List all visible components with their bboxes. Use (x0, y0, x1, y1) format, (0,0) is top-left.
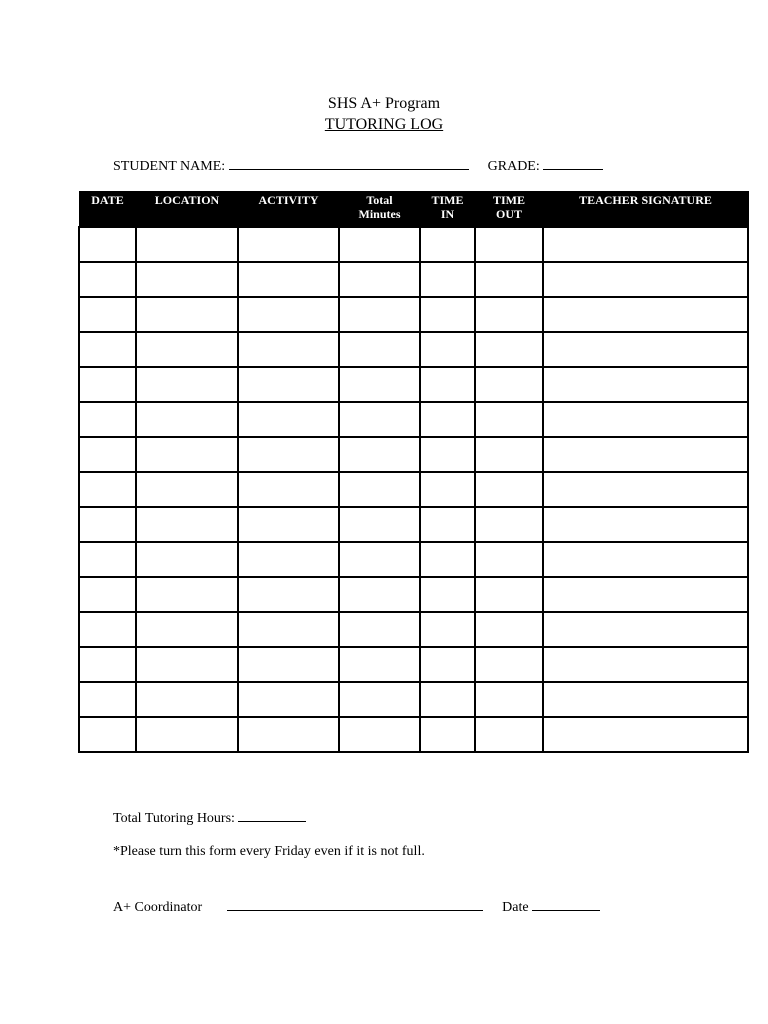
cell-time-in[interactable] (420, 682, 475, 717)
cell-teacher-signature[interactable] (543, 367, 748, 402)
cell-time-out[interactable] (475, 472, 543, 507)
cell-location[interactable] (136, 647, 238, 682)
cell-location[interactable] (136, 297, 238, 332)
cell-date[interactable] (79, 227, 136, 262)
tutoring-log-table (78, 191, 749, 753)
cell-time-out[interactable] (475, 437, 543, 472)
table-row (79, 332, 748, 367)
cell-teacher-signature[interactable] (543, 507, 748, 542)
cell-date[interactable] (79, 507, 136, 542)
cell-time-out[interactable] (475, 227, 543, 262)
program-title: SHS A+ Program (327, 95, 441, 112)
cell-teacher-signature[interactable] (543, 717, 748, 752)
cell-activity[interactable] (238, 647, 339, 682)
student-info-row (113, 156, 603, 176)
cell-teacher-signature[interactable] (543, 437, 748, 472)
cell-teacher-signature[interactable] (543, 647, 748, 682)
cell-time-out[interactable] (475, 612, 543, 647)
table-row (79, 402, 748, 437)
cell-time-in[interactable] (420, 402, 475, 437)
cell-teacher-signature[interactable] (543, 577, 748, 612)
student-name-label: STUDENT NAME: (113, 159, 226, 174)
cell-teacher-signature[interactable] (543, 262, 748, 297)
cell-activity[interactable] (238, 227, 339, 262)
cell-location[interactable] (136, 507, 238, 542)
table-row (79, 577, 748, 612)
cell-total-minutes[interactable] (339, 227, 420, 262)
cell-activity[interactable] (238, 717, 339, 752)
total-hours-label: Total Tutoring Hours: (113, 811, 235, 826)
cell-date[interactable] (79, 472, 136, 507)
cell-date[interactable] (79, 367, 136, 402)
cell-total-minutes[interactable] (339, 437, 420, 472)
cell-location[interactable] (136, 717, 238, 752)
cell-teacher-signature[interactable] (543, 472, 748, 507)
cell-activity[interactable] (238, 262, 339, 297)
total-hours-row (113, 808, 306, 828)
cell-total-minutes[interactable] (339, 717, 420, 752)
cell-date[interactable] (79, 577, 136, 612)
cell-location[interactable] (136, 682, 238, 717)
cell-time-out[interactable] (475, 717, 543, 752)
cell-location[interactable] (136, 227, 238, 262)
cell-time-out[interactable] (475, 332, 543, 367)
cell-time-in[interactable] (420, 647, 475, 682)
cell-location[interactable] (136, 332, 238, 367)
cell-total-minutes[interactable] (339, 332, 420, 367)
cell-activity[interactable] (238, 682, 339, 717)
table-row (79, 542, 748, 577)
cell-time-out[interactable] (475, 297, 543, 332)
date-field[interactable] (532, 897, 600, 911)
cell-time-in[interactable] (420, 472, 475, 507)
cell-activity[interactable] (238, 542, 339, 577)
cell-time-out[interactable] (475, 647, 543, 682)
cell-total-minutes[interactable] (339, 577, 420, 612)
cell-time-out[interactable] (475, 367, 543, 402)
header-date: DATE (79, 191, 136, 227)
cell-time-in[interactable] (420, 297, 475, 332)
cell-time-in[interactable] (420, 717, 475, 752)
cell-total-minutes[interactable] (339, 647, 420, 682)
grade-field[interactable] (543, 156, 603, 170)
cell-location[interactable] (136, 367, 238, 402)
table-row (79, 262, 748, 297)
cell-date[interactable] (79, 612, 136, 647)
cell-time-out[interactable] (475, 682, 543, 717)
table-body (79, 227, 748, 752)
header-location: LOCATION (136, 191, 238, 227)
cell-location[interactable] (136, 402, 238, 437)
cell-date[interactable] (79, 647, 136, 682)
cell-time-out[interactable] (475, 262, 543, 297)
table-row (79, 367, 748, 402)
cell-teacher-signature[interactable] (543, 332, 748, 367)
cell-date[interactable] (79, 297, 136, 332)
header-teacher-signature: TEACHER SIGNATURE (543, 191, 748, 227)
cell-total-minutes[interactable] (339, 542, 420, 577)
cell-teacher-signature[interactable] (543, 612, 748, 647)
cell-teacher-signature[interactable] (543, 402, 748, 437)
cell-time-in[interactable] (420, 542, 475, 577)
cell-date[interactable] (79, 262, 136, 297)
cell-date[interactable] (79, 682, 136, 717)
coordinator-signature-field[interactable] (227, 897, 483, 911)
table-row (79, 647, 748, 682)
cell-total-minutes[interactable] (339, 367, 420, 402)
cell-location[interactable] (136, 262, 238, 297)
student-name-field[interactable] (229, 156, 469, 170)
cell-date[interactable] (79, 332, 136, 367)
table-row (79, 472, 748, 507)
header-total-minutes: Total Minutes (339, 191, 420, 227)
cell-total-minutes[interactable] (339, 402, 420, 437)
cell-activity[interactable] (238, 472, 339, 507)
cell-teacher-signature[interactable] (543, 227, 748, 262)
table-row (79, 227, 748, 262)
cell-total-minutes[interactable] (339, 682, 420, 717)
cell-date[interactable] (79, 717, 136, 752)
header-time-out: TIME OUT (475, 191, 543, 227)
coordinator-row (113, 897, 600, 917)
table-row (79, 612, 748, 647)
cell-time-in[interactable] (420, 507, 475, 542)
date-label: Date (502, 900, 529, 915)
cell-activity[interactable] (238, 507, 339, 542)
table-row (79, 297, 748, 332)
table-row (79, 507, 748, 542)
table-row (79, 437, 748, 472)
cell-time-in[interactable] (420, 227, 475, 262)
cell-activity[interactable] (238, 612, 339, 647)
cell-teacher-signature[interactable] (543, 682, 748, 717)
cell-location[interactable] (136, 542, 238, 577)
cell-time-in[interactable] (420, 367, 475, 402)
table-row (79, 717, 748, 752)
cell-total-minutes[interactable] (339, 507, 420, 542)
cell-time-out[interactable] (475, 542, 543, 577)
cell-activity[interactable] (238, 297, 339, 332)
table-row (79, 682, 748, 717)
cell-activity[interactable] (238, 437, 339, 472)
cell-time-in[interactable] (420, 612, 475, 647)
cell-time-in[interactable] (420, 437, 475, 472)
cell-time-out[interactable] (475, 507, 543, 542)
cell-total-minutes[interactable] (339, 472, 420, 507)
cell-total-minutes[interactable] (339, 262, 420, 297)
cell-location[interactable] (136, 437, 238, 472)
submission-note: *Please turn this form every Friday even if it is not full. (113, 844, 425, 859)
cell-teacher-signature[interactable] (543, 542, 748, 577)
cell-total-minutes[interactable] (339, 297, 420, 332)
total-hours-field[interactable] (238, 808, 306, 822)
cell-time-out[interactable] (475, 577, 543, 612)
cell-activity[interactable] (238, 577, 339, 612)
cell-time-in[interactable] (420, 332, 475, 367)
grade-label: GRADE: (487, 159, 540, 174)
cell-activity[interactable] (238, 332, 339, 367)
table-header-row (79, 191, 748, 227)
cell-activity[interactable] (238, 367, 339, 402)
form-title: TUTORING LOG (324, 116, 444, 133)
cell-date[interactable] (79, 402, 136, 437)
cell-date[interactable] (79, 542, 136, 577)
coordinator-label: A+ Coordinator (113, 900, 203, 915)
cell-time-in[interactable] (420, 577, 475, 612)
cell-location[interactable] (136, 472, 238, 507)
cell-activity[interactable] (238, 402, 339, 437)
cell-teacher-signature[interactable] (543, 297, 748, 332)
cell-location[interactable] (136, 612, 238, 647)
cell-time-in[interactable] (420, 262, 475, 297)
header-time-in: TIME IN (420, 191, 475, 227)
cell-location[interactable] (136, 577, 238, 612)
cell-date[interactable] (79, 437, 136, 472)
cell-total-minutes[interactable] (339, 612, 420, 647)
cell-time-out[interactable] (475, 402, 543, 437)
header-activity: ACTIVITY (238, 191, 339, 227)
